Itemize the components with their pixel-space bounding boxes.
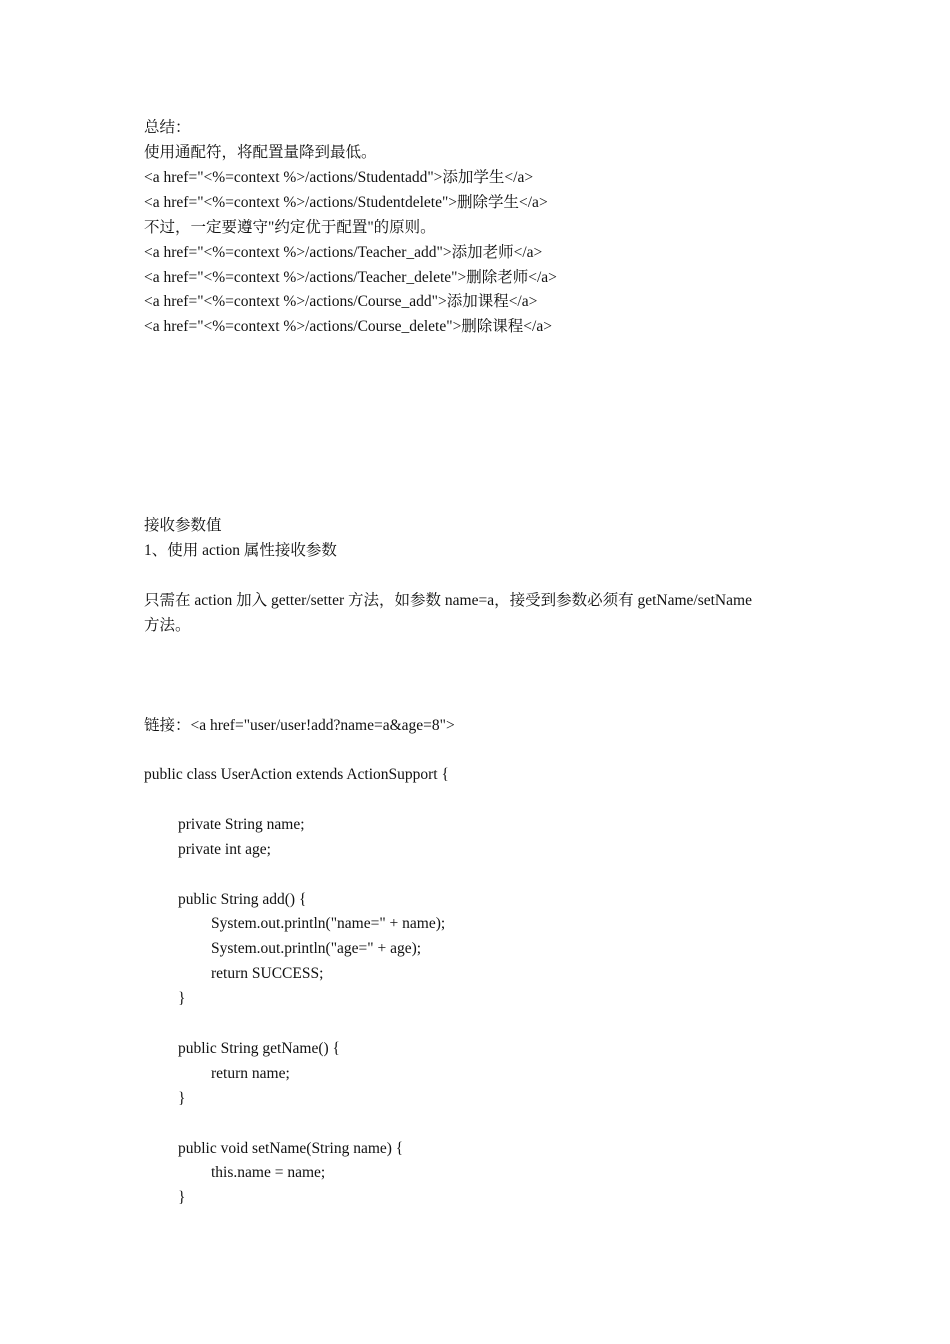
code-line-4: public String add() { (178, 891, 307, 908)
code-line-9: public String getName() { (178, 1040, 340, 1057)
code-line-6: System.out.println("age=" + age); (211, 940, 422, 957)
params-subheading: 1、使用 action 属性接收参数 (144, 542, 337, 559)
params-desc-line-2: 方法。 (144, 617, 191, 634)
code-line-11: } (178, 1090, 186, 1107)
summary-line-2: <a href="<%=context %>/actions/Studentadd">添加学生</a> (144, 169, 534, 186)
summary-line-1: 使用通配符，将配置量降到最低。 (144, 144, 377, 161)
code-line-1: public class UserAction extends ActionSupport { (144, 766, 449, 783)
summary-line-5: <a href="<%=context %>/actions/Teacher_add">添加老师</a> (144, 244, 543, 261)
code-line-8: } (178, 990, 186, 1007)
code-line-3: private int age; (178, 841, 271, 858)
summary-line-7: <a href="<%=context %>/actions/Course_add">添加课程</a> (144, 293, 538, 310)
code-line-12: public void setName(String name) { (178, 1140, 404, 1157)
summary-line-3: <a href="<%=context %>/actions/Studentdelete">删除学生</a> (144, 194, 548, 211)
params-desc-line-1: 只需在 action 加入 getter/setter 方法，如参数 name=a，接受到参数必须有 getName/setName (144, 592, 752, 609)
params-link-line: 链接：<a href="user/user!add?name=a&age=8"> (144, 717, 455, 734)
code-line-2: private String name; (178, 816, 305, 833)
summary-line-8: <a href="<%=context %>/actions/Course_delete">删除课程</a> (144, 318, 552, 335)
code-line-10: return name; (211, 1065, 290, 1082)
summary-heading: 总结： (144, 119, 191, 136)
code-line-13: this.name = name; (211, 1164, 326, 1181)
code-line-5: System.out.println("name=" + name); (211, 915, 446, 932)
code-line-7: return SUCCESS; (211, 965, 324, 982)
code-line-14: } (178, 1189, 186, 1206)
summary-line-4: 不过，一定要遵守"约定优于配置"的原则。 (144, 219, 436, 236)
params-heading: 接收参数值 (144, 517, 222, 534)
summary-line-6: <a href="<%=context %>/actions/Teacher_delete">删除老师</a> (144, 269, 557, 286)
